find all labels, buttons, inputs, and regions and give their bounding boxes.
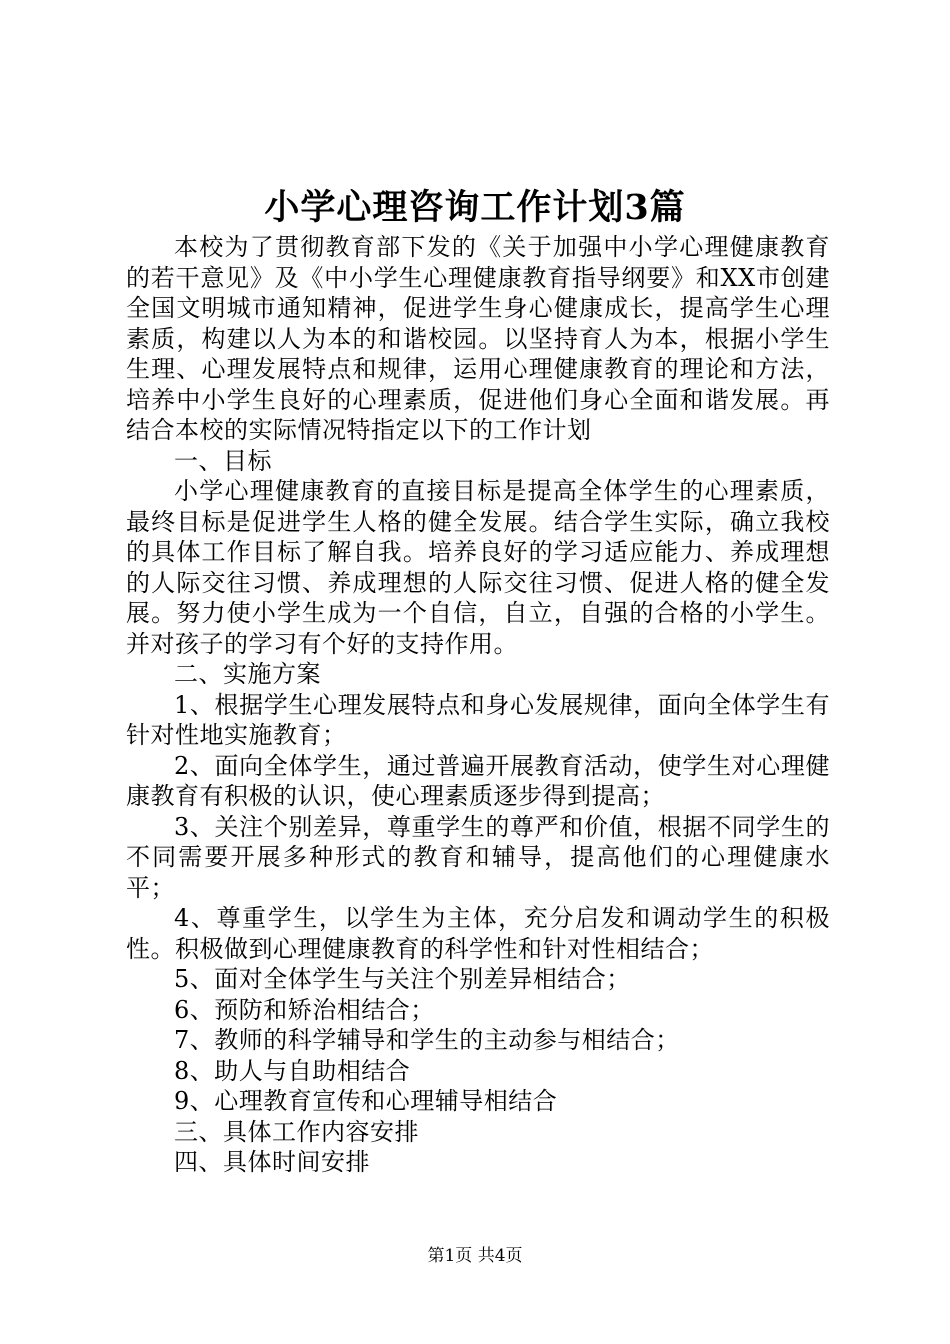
plan-item-3: 3、关注个别差异，尊重学生的尊严和价值，根据不同学生的不同需要开展多种形式的教育和辅导，提高他们的心理健康水平； [126,812,830,902]
plan-item-9: 9、心理教育宣传和心理辅导相结合 [174,1087,558,1115]
document-body [126,232,830,1178]
document-title: 小学心理咨询工作计划3篇 [264,187,686,228]
plan-item-2: 2、面向全体学生，通过普遍开展教育活动，使学生对心理健康教育有积极的认识，使心理素质逐步得到提高； [126,751,830,810]
intro-paragraph: 本校为了贯彻教育部下发的《关于加强中小学心理健康教育的若干意见》及《中小学生心理健康教育指导纲要》和XX市创建全国文明城市通知精神，促进学生身心健康成长，提高学生心理素质，构建以人为本的和谐校园。以坚持育人为本，根据小学生生理、心理发展特点和规律，运用心理健康教育的理论和方法，培养中小学生良好的心理素质，促进他们身心全面和谐发展。再结合本校的实际情况特指定以下的工作计划 [126,233,830,444]
plan-item-4: 4、尊重学生，以学生为主体，充分启发和调动学生的积极性。积极做到心理健康教育的科学性和针对性相结合； [126,904,830,963]
plan-item-1: 1、根据学生心理发展特点和身心发展规律，面向全体学生有针对性地实施教育； [126,690,830,749]
section-heading-plan: 二、实施方案 [174,660,321,688]
section-heading-schedule: 四、具体时间安排 [174,1148,370,1176]
section-heading-content: 三、具体工作内容安排 [174,1117,419,1146]
plan-item-5: 5、面对全体学生与关注个别差异相结合； [174,965,631,993]
plan-item-7: 7、教师的科学辅导和学生的主动参与相结合； [174,1026,680,1054]
plan-item-6: 6、预防和矫治相结合； [174,995,435,1024]
page-footer: 第1页 共4页 [427,1246,523,1266]
section-heading-goals: 一、目标 [174,446,272,475]
plan-item-8: 8、助人与自助相结合 [174,1056,411,1085]
goals-paragraph: 小学心理健康教育的直接目标是提高全体学生的心理素质，最终目标是促进学生人格的健全发展。结合学生实际，确立我校的具体工作目标了解自我。培养良好的学习适应能力、养成理想的人际交往习惯、养成理想的人际交往习惯、促进人格的健全发展。努力使小学生成为一个自信，自立，自强的合格的小学生。并对孩子的学习有个好的支持作用。 [126,477,830,658]
